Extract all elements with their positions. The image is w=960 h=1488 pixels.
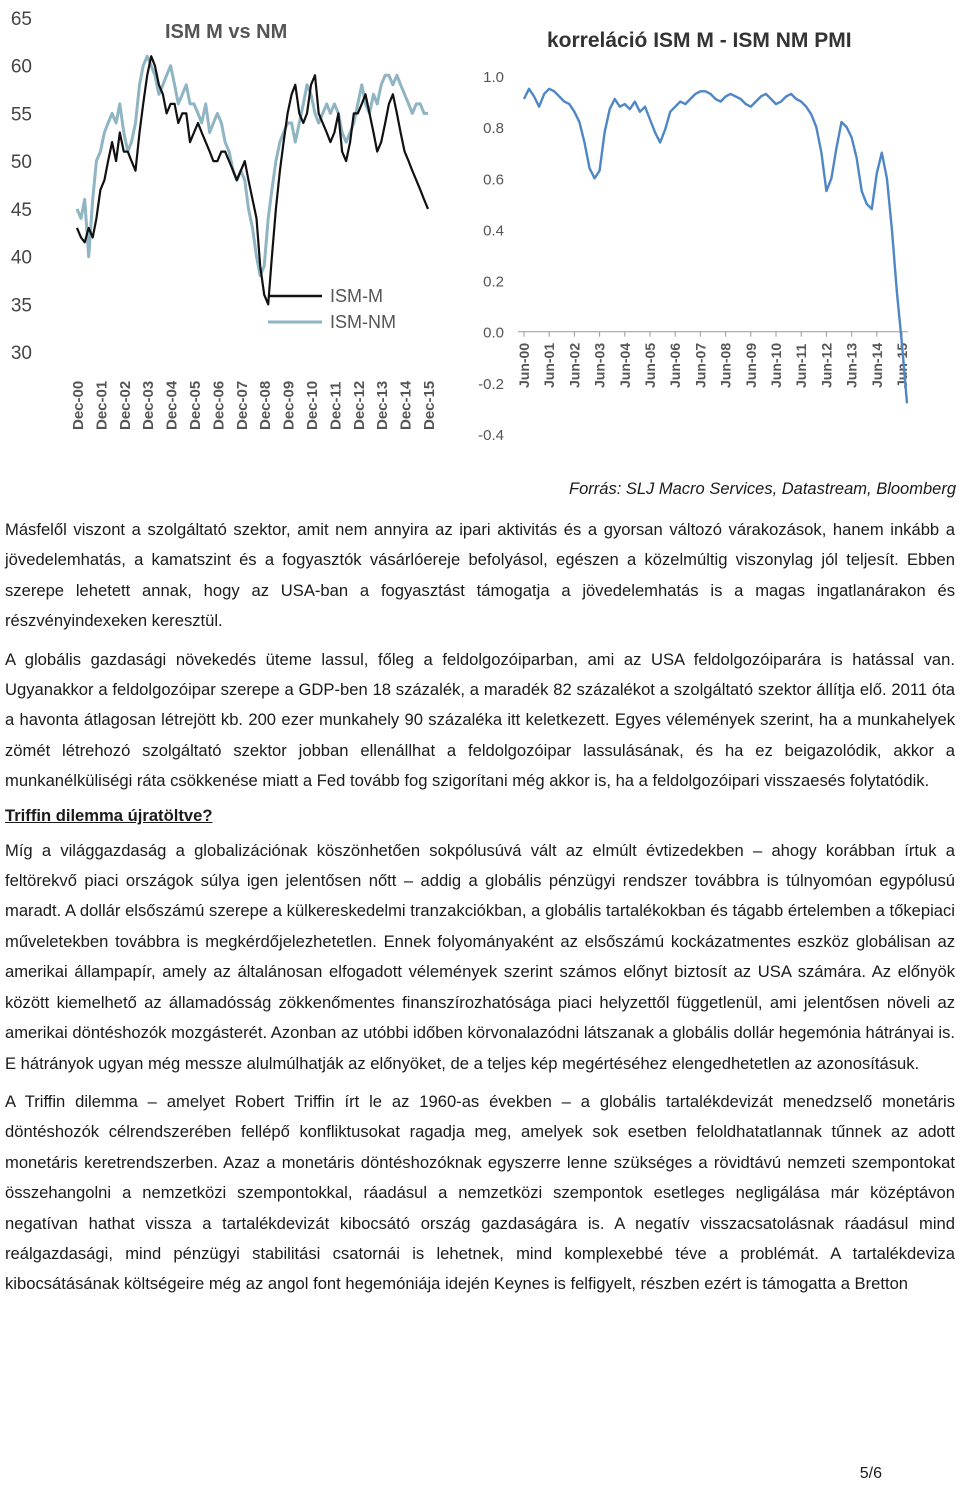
x-tick-label: Jun-03 bbox=[591, 342, 608, 388]
x-tick-label: Dec-13 bbox=[374, 380, 392, 430]
paragraph: A globális gazdasági növekedés üteme lassul, főleg a feldolgozóiparban, ami az USA feldolgozóiparára is hatással van. Ugyanakkor a feldolgozóipar szerepe a GDP-ben 18 százalék, a maradék 82 százalékot a szolgáltató szektor állítja elő. 2011 óta a havonta átlagosan létrejött kb. 200 ezer munkahely 90 százaléka itt keletkezett. Egyes vélemények szerint, ha a munkahelyek zömét létrehozó szolgáltató szektor jobban ellenállhat a feldolgozóipar lassulásának, és ha ez beigazolódik, akkor a munkanélküliségi ráta csökkenése miatt a Fed tovább fog szigorítani még akkor is, ha a feldolgozóipari visszaesés folytatódik. bbox=[5, 649, 955, 791]
y-tick-label: 0.2 bbox=[483, 273, 504, 291]
x-tick-label: Jun-13 bbox=[843, 342, 860, 388]
x-tick-label: Jun-10 bbox=[768, 342, 784, 388]
correlation-chart bbox=[470, 0, 940, 470]
y-tick-label: 0.8 bbox=[483, 120, 504, 138]
x-tick-label: Jun-09 bbox=[742, 342, 759, 388]
ism-m-vs-nm-chart bbox=[0, 0, 450, 470]
y-tick-label: 40 bbox=[10, 247, 32, 269]
x-tick-label: Dec-05 bbox=[187, 380, 204, 430]
y-tick-label: -0.4 bbox=[478, 427, 504, 444]
x-tick-label: Jun-05 bbox=[642, 342, 658, 388]
body-text bbox=[5, 515, 955, 1305]
x-tick-label: Jun-04 bbox=[616, 342, 633, 388]
x-tick-label: Dec-09 bbox=[280, 380, 298, 430]
x-tick-label: Jun-07 bbox=[692, 342, 709, 388]
x-tick-label: Jun-08 bbox=[717, 342, 734, 388]
y-tick-label: 45 bbox=[10, 199, 32, 221]
x-tick-label: Dec-11 bbox=[327, 381, 345, 430]
x-tick-label: Dec-00 bbox=[70, 380, 87, 430]
x-tick-label: Dec-01 bbox=[93, 380, 111, 430]
x-tick-label: Dec-08 bbox=[257, 380, 275, 430]
y-tick-label: 0.4 bbox=[483, 222, 504, 240]
y-tick-label: 35 bbox=[10, 295, 32, 317]
x-tick-label: Dec-14 bbox=[397, 380, 415, 430]
section-heading: Triffin dilemma újratöltve? bbox=[5, 805, 213, 825]
y-tick-label: 1.0 bbox=[483, 69, 504, 86]
series-line-ism-m bbox=[77, 56, 428, 304]
y-tick-label: -0.2 bbox=[478, 375, 504, 393]
x-tick-label: Jun-14 bbox=[868, 342, 885, 388]
x-tick-label: Jun-02 bbox=[566, 342, 583, 388]
paragraph: Míg a világgazdaság a globalizációnak köszönhetően sokpólusúvá vált az elmúlt évtizedekben – ahogy korábban írtuk a feltörekvő piaci országok súlya igen jelentősen nőtt – addig a globális pénzügyi rendszer továbbra is túlnyomóan egypólusú maradt. A dollár elsőszámú szerepe a külkereskedelmi tranzakciókban, a globális tartalékokban és tágabb értelemben a tőkepiaci műveletekben továbbra is megkérdőjelezhetetlen. Ennek folyományaként az elsőszámú kockázatmentes eszköz globálisan az amerikai állampapír, amely az általánosan elfogadott vélemények szerint számos előnyt biztosít az USA számára. Az előnyök között kiemelhető az államadósság zökkenőmentes finanszírozhatósága piaci helyzettől függetlenül, ami jelentősen növeli az amerikai döntéshozók mozgásterét. Azonban az utóbbi időben körvonalazódni látszanak a globális dollár hegemónia hátrányai is. E hátrányok ugyan még messze alulmúlhatják az előnyöket, de a teljes kép megértéséhez elengedhetetlen az azonosításuk. bbox=[5, 840, 955, 1073]
x-tick-label: Dec-02 bbox=[116, 380, 134, 430]
x-tick-label: Jun-06 bbox=[667, 342, 684, 388]
paragraph: A Triffin dilemma – amelyet Robert Triffin írt le az 1960-as években – a globális tartalékdevizát menedzselő monetáris döntéshozók célrendszerében fellépő konfliktusokat ragadja meg, amelyek sok esetben feloldhatatlannak tűnnek az adott monetáris keretrendszerben. Azaz a monetáris döntéshozóknak egyszerre lenne szükséges a rövidtávú nemzeti szempontokat összehangolni a nemzetközi szempontokkal, ráadásul a nemzetközi szempontok esetleges negligálása már középtávon negatívan hathat vissza a tartalékdevizát kibocsátó ország gazdaságára is. A negatív visszacsatolásnak ráadásul mind reálgazdasági, mind pénzügyi stabilitási csatornái is lehetnek, mind komplexebbé téve a problémát. A tartalékdeviza kibocsátásának költségeire még az angol font hegemóniája idején Keynes is felfigyelt, részben ezért is támogatta a Bretton bbox=[5, 1091, 955, 1294]
x-tick-label: Jun-00 bbox=[516, 342, 532, 388]
x-tick-label: Dec-10 bbox=[304, 380, 321, 430]
paragraph: Másfelől viszont a szolgáltató szektor, amit nem annyira az ipari aktivitás és a gyorsan változó várakozások, hanem inkább a jövedelemhatás, a kamatszint és a fogyasztók vásárlóereje befolyásol, egészen a közelmúltig viszonylag jól teljesít. Ebben szerepe lehetett annak, hogy az USA-ban a fogyasztást támogatja a jövedelemhatás is a magas ingatlanárakon és részvényindexeken keresztül. bbox=[5, 520, 955, 631]
x-tick-label: Jun-12 bbox=[818, 342, 835, 388]
legend-label: ISM-M bbox=[330, 286, 383, 306]
x-tick-label: Dec-03 bbox=[140, 380, 158, 430]
legend-label: ISM-NM bbox=[330, 312, 396, 332]
y-tick-label: 65 bbox=[10, 9, 32, 30]
x-tick-label: Jun-11 bbox=[793, 343, 810, 388]
chart-title: ISM M vs NM bbox=[165, 21, 288, 43]
y-tick-label: 60 bbox=[10, 56, 32, 78]
y-tick-label: 30 bbox=[10, 343, 32, 364]
y-tick-label: 0.0 bbox=[483, 324, 504, 342]
x-tick-label: Jun-15 bbox=[894, 342, 910, 388]
y-tick-label: 55 bbox=[10, 104, 32, 126]
x-tick-label: Dec-12 bbox=[350, 380, 368, 430]
x-tick-label: Jun-01 bbox=[541, 342, 558, 388]
x-tick-label: Dec-04 bbox=[163, 380, 181, 430]
charts-area bbox=[0, 0, 960, 470]
series-line-ism-nm bbox=[77, 56, 428, 276]
chart-title: korreláció ISM M - ISM NM PMI bbox=[547, 29, 852, 52]
x-tick-label: Dec-15 bbox=[421, 380, 438, 430]
y-tick-label: 0.6 bbox=[483, 171, 504, 189]
y-tick-label: 50 bbox=[10, 152, 32, 174]
page-number: 5/6 bbox=[859, 1465, 882, 1482]
x-tick-label: Dec-06 bbox=[210, 380, 228, 430]
figure-source: Forrás: SLJ Macro Services, Datastream, Bloomberg bbox=[569, 480, 956, 498]
x-tick-label: Dec-07 bbox=[233, 380, 251, 430]
